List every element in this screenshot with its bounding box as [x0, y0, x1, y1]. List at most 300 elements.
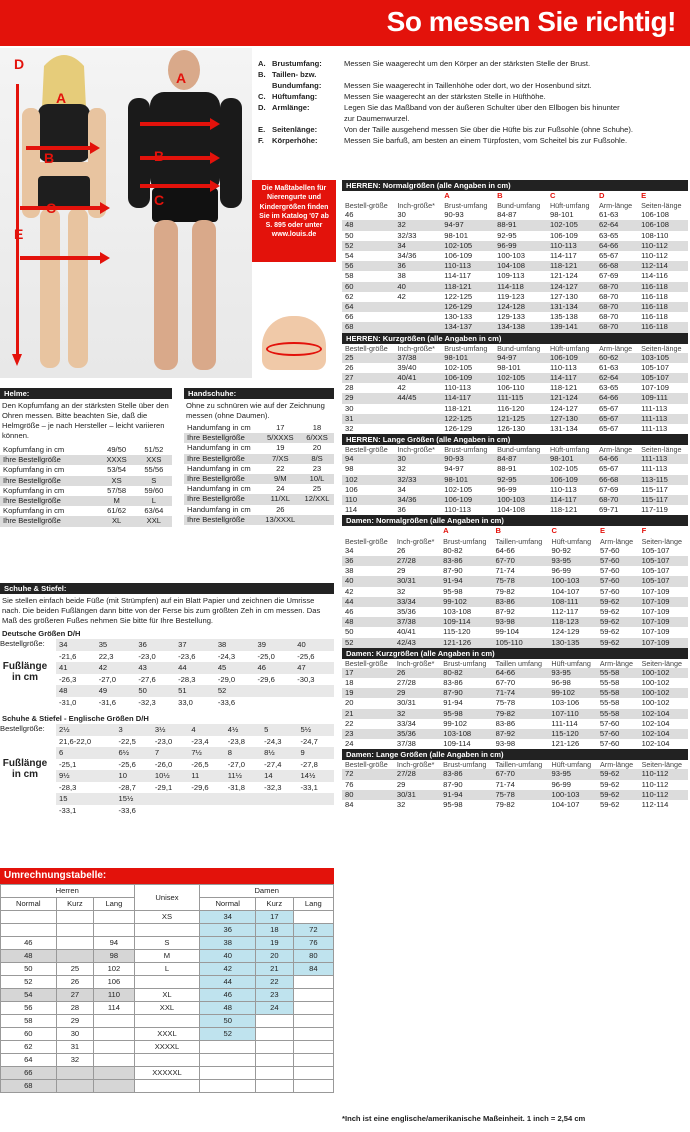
shoe-size: 34 [56, 639, 96, 651]
shoe-cell: -27,6 [138, 674, 156, 684]
table-row [0, 445, 172, 455]
conversion-cell [134, 1080, 200, 1093]
table-cell: 35/36 [394, 729, 440, 739]
table-cell: 28 [345, 383, 354, 393]
table-cell: 107-109 [639, 597, 688, 607]
table-cell: 114 [345, 505, 358, 515]
table-row [342, 729, 688, 739]
conversion-cell: 56 [1, 1002, 57, 1015]
table-cell: 114-116 [641, 271, 668, 281]
conversion-cell: 60 [1, 1028, 57, 1041]
table-cell: 40 [394, 282, 441, 292]
table-cell: 36 [342, 556, 394, 566]
table-cell: 115-120 [548, 729, 597, 739]
conversion-cell: 27 [56, 989, 94, 1002]
table-cell: 106-109 [547, 475, 596, 485]
shoe-cell [255, 685, 295, 697]
table-row [342, 464, 688, 474]
table-cell: 37/38 [394, 617, 440, 627]
table-cell: 18 [345, 677, 354, 687]
table-cell: 32 [394, 709, 440, 719]
shoe-cell: -24,3 [264, 736, 282, 746]
header-row [342, 760, 688, 769]
table-cell: 34/36 [397, 251, 417, 261]
conversion-cell [256, 1067, 294, 1080]
table-cell: Ihre Bestellgröße [0, 455, 98, 465]
table-cell: 103-105 [638, 353, 688, 363]
table-cell: 102-104 [639, 729, 688, 739]
conversion-cell [200, 1054, 256, 1067]
shoe-cell: 50 [135, 685, 175, 697]
conversion-cell: XXXXXL [134, 1067, 200, 1080]
table-cell: 42 [397, 383, 406, 393]
table-cell: 83-86 [492, 597, 548, 607]
shoe-cell: -33,6 [118, 805, 136, 815]
column-header: Taillen-umfang [492, 537, 548, 546]
measure-key: D. [258, 103, 266, 112]
measure-desc: Messen Sie waagerecht in Taillenhöhe oder dort, wo der Hosenbund sitzt. [344, 81, 592, 90]
measure-row [258, 113, 688, 124]
shoe-cell: 10 [116, 770, 152, 782]
column-header: Bund-umfang [494, 445, 547, 454]
conversion-row [1, 937, 334, 950]
table-cell: 109-114 [443, 739, 471, 749]
table-cell: 44 [342, 597, 394, 607]
shoe-cell: -27,0 [98, 674, 117, 684]
conversion-cell: 25 [56, 963, 94, 976]
table-cell: 67-69 [598, 271, 619, 281]
table-cell: 93-98 [492, 617, 548, 627]
label-c: C [46, 200, 57, 216]
de-size-label: Bestellgröße: [0, 639, 45, 648]
table-cell: 75-78 [492, 576, 548, 586]
table-cell: 63/64 [144, 506, 164, 516]
size-table [342, 191, 688, 333]
measure-letter: C [547, 191, 596, 201]
table-cell: 104-107 [551, 586, 580, 596]
shoes-section [0, 583, 334, 816]
column-header: Hüft-umfang [548, 659, 597, 668]
table-cell: 95-98 [443, 799, 463, 809]
size-table [342, 445, 688, 515]
table-cell: 105-107 [641, 362, 669, 372]
measure-name: Brustumfang: [272, 59, 322, 68]
shoe-cell: -25,6 [297, 651, 315, 661]
shoe-cell: -27,0 [227, 759, 246, 769]
table-cell: 59-62 [597, 597, 639, 607]
table-cell: 118-121 [549, 505, 578, 515]
size-table [342, 526, 688, 647]
table-cell: 126-129 [444, 424, 473, 434]
table-cell: 72 [342, 769, 394, 779]
table-cell: 30/31 [394, 790, 440, 800]
table-cell: XXXS [98, 455, 136, 465]
measure-letter: F [639, 526, 688, 536]
table-cell: 102-104 [641, 739, 670, 749]
table-row [342, 739, 688, 749]
table-cell: 107-109 [641, 627, 670, 637]
table-cell: 30 [345, 403, 354, 413]
conversion-cell: 20 [256, 950, 294, 963]
table-row [342, 485, 688, 495]
conversion-cell: 50 [1, 963, 57, 976]
conversion-row [1, 1054, 334, 1067]
shoe-cell: 7 [152, 747, 188, 759]
conversion-cell: 42 [200, 963, 256, 976]
table-cell: 96-99 [494, 241, 547, 251]
conversion-cell: 58 [1, 1015, 57, 1028]
table-cell: 24 [276, 484, 285, 494]
gloves-table [184, 423, 334, 525]
shoe-cell: -33,6 [217, 697, 236, 707]
conversion-cell: 31 [56, 1041, 94, 1054]
conversion-cell: 50 [200, 1015, 256, 1028]
table-cell: 84 [345, 799, 354, 809]
table-cell: 32 [397, 464, 406, 474]
table-cell: 98-101 [549, 210, 574, 220]
table-cell: 55-58 [597, 668, 639, 678]
table-cell: 64-66 [495, 545, 515, 555]
conversion-cell [1, 924, 57, 937]
measure-desc [344, 69, 688, 80]
table-row [342, 668, 688, 678]
table-row [342, 322, 688, 332]
label-d: D [14, 56, 25, 72]
shoe-cell [152, 793, 188, 805]
column-header: Brust-umfang [440, 659, 492, 668]
de-shoe-block [0, 639, 334, 708]
conversion-cell: 48 [200, 1002, 256, 1015]
table-cell: 32/33 [394, 475, 441, 485]
table-cell: 61-63 [598, 362, 619, 372]
shoe-cell: 33,0 [178, 697, 193, 707]
column-header: Bund-umfang [494, 344, 547, 353]
table-row [342, 404, 688, 414]
table-cell: M [98, 496, 136, 506]
table-cell: 94-97 [444, 464, 464, 474]
table-cell: 38 [345, 566, 354, 576]
table-cell: 24 [345, 739, 354, 749]
table-row [342, 241, 688, 251]
table-cell: 130-133 [444, 312, 473, 322]
table-cell: 57-60 [597, 576, 639, 586]
table-cell: 19 [342, 688, 394, 698]
helmet-table [0, 445, 172, 527]
table-cell: 124-127 [549, 403, 578, 413]
table-cell: 57-60 [597, 556, 639, 566]
table-cell: 57-60 [600, 566, 620, 576]
shoe-cell: 9½ [56, 770, 116, 782]
table-cell: 103-108 [443, 606, 472, 616]
table-row [184, 474, 334, 484]
table-cell: 79-82 [495, 799, 515, 809]
table-cell: 135-138 [549, 312, 578, 322]
table-row [342, 312, 688, 322]
shoe-cell: 11½ [225, 770, 261, 782]
size-tables [342, 180, 688, 810]
shoe-cell: -26,5 [191, 759, 209, 769]
table-cell: 103-106 [551, 698, 580, 708]
conversion-cell [293, 1028, 333, 1041]
shoe-cell: -31,8 [227, 782, 246, 792]
column-header: Hüft-umfang [547, 445, 596, 454]
table-cell: 116-118 [638, 282, 688, 292]
table-row [342, 251, 688, 261]
shoe-cell: -25,1 [59, 759, 77, 769]
table-cell: 121-125 [494, 414, 547, 424]
shoe-row [56, 651, 334, 663]
shoe-size-row [56, 724, 334, 736]
table-cell: 57-60 [600, 586, 620, 596]
table-cell: 108-110 [641, 230, 669, 240]
table-cell: 26 [394, 668, 440, 678]
table-cell: 32 [396, 799, 406, 809]
size-table-title: HERREN: Normalgrößen (alle Angaben in cm) [342, 180, 688, 191]
table-cell: 40/41 [396, 627, 416, 637]
table-row [342, 454, 688, 464]
table-cell: 83-86 [443, 677, 463, 687]
shoe-cell: 8½ [261, 747, 297, 759]
table-cell: Kopfumfang in cm [3, 506, 65, 516]
col-herren: Herren [1, 885, 135, 898]
table-cell: 106-108 [641, 210, 669, 220]
col-unisex: Unisex [134, 885, 200, 911]
conversion-cell: 54 [1, 989, 57, 1002]
shoe-cell: -23,8 [227, 736, 246, 746]
header-row [342, 659, 688, 668]
table-row [342, 353, 688, 363]
column-header: Inch-größe* [394, 445, 441, 454]
column-header: Bestell-größe [342, 344, 394, 353]
table-cell: 90-92 [551, 545, 571, 555]
table-cell: 111-113 [638, 414, 688, 424]
conversion-cell: 52 [200, 1028, 256, 1041]
table-cell: 129-133 [497, 312, 525, 322]
conversion-cell [94, 924, 134, 937]
table-cell: 111-113 [641, 464, 668, 474]
conversion-cell: 38 [200, 937, 256, 950]
table-cell: 95-98 [443, 586, 463, 596]
conversion-cell [56, 911, 94, 924]
column-header: Seiten-länge [638, 445, 688, 454]
column-header: Seiten-länge [639, 537, 688, 546]
column-header: Hüft-umfang [547, 201, 596, 210]
table-cell: 34 [394, 241, 441, 251]
table-cell: 23 [342, 729, 394, 739]
table-cell: 61-63 [598, 210, 619, 220]
sub-lang-d: Lang [293, 898, 333, 911]
table-cell: 21 [342, 709, 394, 719]
table-cell: 114-118 [494, 282, 547, 292]
header-row [342, 201, 688, 210]
column-header: Brust-umfang [441, 201, 494, 210]
table-cell: 30 [394, 454, 441, 464]
measure-desc: Legen Sie das Maßband von der äußeren Schulter über den Ellbogen bis hinunter [344, 103, 620, 112]
table-cell: 32/33 [397, 230, 417, 240]
table-cell: 30 [397, 210, 406, 220]
table-cell: 55/56 [144, 465, 164, 475]
table-cell: 106-109 [547, 353, 596, 363]
table-row [342, 363, 688, 373]
table-cell: 55-58 [597, 709, 639, 719]
shoe-cell: -28,3 [59, 782, 77, 792]
table-cell: 34 [345, 545, 354, 555]
table-cell: 102-105 [441, 241, 494, 251]
table-cell: 134-138 [494, 322, 547, 332]
shoe-cell: 48 [56, 685, 96, 697]
shoe-cell: 47 [294, 662, 334, 674]
conversion-cell: 110 [94, 989, 134, 1002]
shoe-size: 4½ [225, 724, 261, 736]
table-row [342, 302, 688, 312]
column-header: Bestell-größe [342, 760, 394, 769]
table-cell: 71-74 [495, 779, 515, 789]
shoe-cell: -23,4 [191, 736, 209, 746]
table-cell: 26 [396, 545, 406, 555]
en-sizes-title: Schuhe & Stiefel - Englische Größen D/H [2, 714, 149, 723]
column-header: Inch-größe* [394, 344, 441, 353]
table-cell: 126-130 [497, 424, 525, 434]
conversion-cell: 28 [56, 1002, 94, 1015]
table-cell: 29 [396, 566, 406, 576]
column-header: Hüft-umfang [549, 537, 597, 546]
table-cell: 106-109 [441, 373, 494, 383]
conversion-cell: XXXL [134, 1028, 200, 1041]
conversion-cell: 26 [56, 976, 94, 989]
table-row [342, 790, 688, 800]
table-cell: 102-105 [547, 220, 596, 230]
table-cell: 62-64 [596, 373, 638, 383]
table-cell: 52 [342, 638, 394, 648]
table-cell: 37/38 [394, 353, 441, 363]
table-cell: 63-65 [598, 230, 619, 240]
conversion-cell: XS [134, 911, 200, 924]
table-cell: 105-107 [638, 373, 688, 383]
letter-row [342, 191, 688, 201]
table-cell: 110-112 [638, 241, 688, 251]
measure-letter [394, 191, 441, 201]
table-cell: 108-111 [549, 597, 597, 607]
table-cell: 93-98 [495, 739, 516, 749]
shoe-cell: -25,6 [118, 759, 136, 769]
table-cell: 121-124 [549, 271, 578, 281]
table-cell: 67-70 [495, 677, 516, 687]
table-cell: 116-118 [638, 302, 688, 312]
table-cell: 96-99 [551, 566, 571, 576]
conversion-cell: 84 [293, 963, 333, 976]
conversion-cell: 66 [1, 1067, 57, 1080]
table-row [342, 678, 688, 688]
table-cell: 31 [342, 414, 394, 424]
table-cell: Ihre Bestellgröße [184, 433, 261, 443]
table-cell: 65-67 [596, 414, 638, 424]
table-cell: 102-105 [549, 464, 578, 474]
table-cell: 53/54 [107, 465, 127, 475]
table-cell [394, 322, 441, 332]
column-header: Seiten-länge [638, 201, 688, 210]
table-cell: 110-113 [549, 484, 577, 494]
conversion-cell: XXL [134, 1002, 200, 1015]
table-cell [394, 424, 441, 434]
table-cell: 114-117 [547, 373, 596, 383]
shoe-cell [298, 793, 334, 805]
col-damen: Damen [200, 885, 334, 898]
table-cell: 111-114 [551, 718, 578, 728]
shoe-size: 37 [175, 639, 215, 651]
table-cell [300, 515, 334, 525]
table-cell: 68-70 [596, 495, 638, 505]
table-row [342, 688, 688, 698]
shoe-row [56, 674, 334, 686]
table-cell: 5/XXXS [261, 433, 300, 443]
measure-row [258, 91, 688, 102]
shoe-cell [294, 697, 334, 709]
shoe-cell: -31,6 [98, 697, 117, 707]
table-row [184, 484, 334, 494]
helmet-title: Helme: [0, 388, 172, 399]
table-cell: 107-109 [639, 638, 688, 648]
table-cell: 52 [342, 241, 394, 251]
measure-letter: B [492, 526, 548, 536]
table-cell: 18 [312, 423, 322, 432]
footnote: *Inch ist eine englische/amerikanische Maßeinheit. 1 inch = 2,54 cm [342, 1114, 586, 1123]
table-cell: 124-129 [551, 627, 580, 637]
conversion-cell [256, 1028, 294, 1041]
table-cell: 58 [345, 271, 354, 281]
shoe-cell: -27,8 [300, 759, 318, 769]
conversion-row [1, 924, 334, 937]
table-cell: 106 [345, 484, 358, 494]
table-cell: 42/43 [394, 638, 440, 648]
table-cell: 50 [345, 230, 354, 240]
table-cell: 105-107 [641, 566, 670, 576]
column-header: Taillen-umfang [492, 760, 548, 769]
page-title: So messen Sie richtig! [386, 6, 676, 37]
measure-desc: Messen Sie waagerecht um den Körper an der stärksten Stelle der Brust. [344, 59, 591, 68]
shoe-cell: 14½ [298, 770, 334, 782]
table-cell: 118-121 [549, 383, 578, 393]
table-cell: XXS [136, 455, 172, 465]
conversion-cell: 52 [1, 976, 57, 989]
table-cell: 116-118 [641, 312, 668, 322]
conversion-cell: S [134, 937, 200, 950]
table-cell: 104-108 [497, 505, 525, 515]
size-table-title: Damen: Lange Größen (alle Angaben in cm) [342, 749, 688, 760]
shoe-cell: -24,3 [217, 651, 236, 661]
table-cell: Handumfang in cm [187, 504, 251, 514]
en-shoe-table [56, 724, 334, 816]
table-cell: 102-104 [639, 709, 688, 719]
table-cell: 65-67 [598, 424, 619, 434]
table-cell: 99-102 [443, 718, 467, 728]
table-row [342, 495, 688, 505]
table-cell: 124-128 [494, 302, 547, 312]
table-row [342, 505, 688, 515]
table-cell: 27/28 [394, 769, 440, 779]
shoe-cell: -25,0 [257, 651, 275, 661]
shoe-cell: -29,6 [191, 782, 209, 792]
shoe-cell: -30,3 [297, 674, 315, 684]
conversion-cell: 48 [1, 950, 57, 963]
table-cell: 105-110 [492, 638, 548, 648]
table-cell: 110-113 [547, 241, 596, 251]
table-row [0, 476, 172, 486]
table-cell: 68-70 [596, 302, 638, 312]
conversion-cell: 94 [94, 937, 134, 950]
size-table [342, 659, 688, 750]
table-cell: 55-58 [597, 688, 639, 698]
table-cell: 46 [345, 210, 354, 220]
